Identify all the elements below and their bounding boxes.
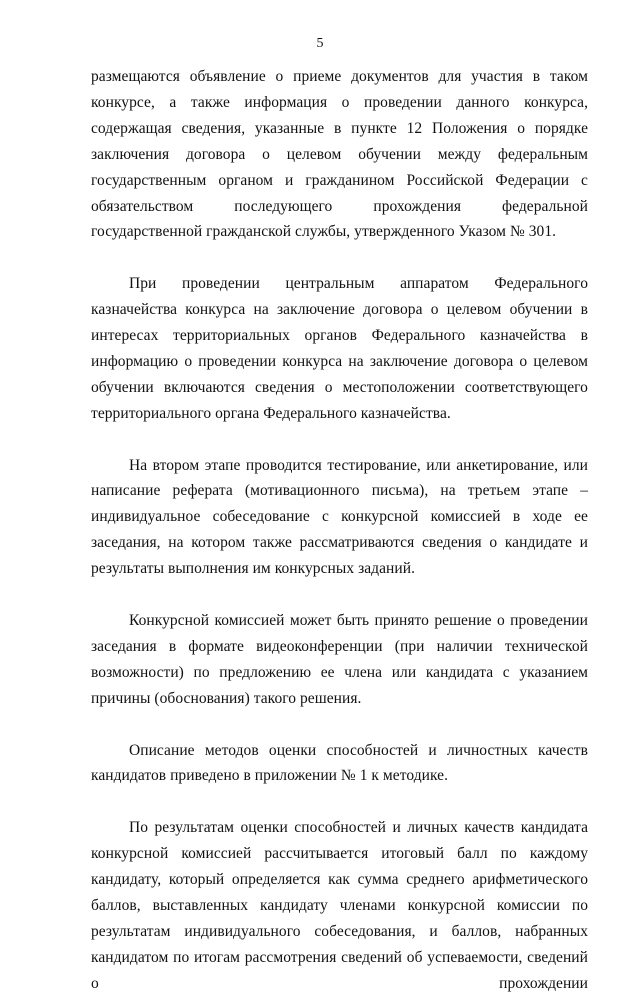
paragraph-2: При проведении центральным аппаратом Федерального казначейства конкурса на заключение договора о целевом обучении в интересах территориальных органов Федерального казначейства в информацию о проведении конкурса на заключение договора о целевом обучении включаются сведения о местоположении соответствующего территориального органа Федерального казначейства. <box>91 275 588 422</box>
paragraph-5: Описание методов оценки способностей и личностных качеств кандидатов приведено в приложении № 1 к методике. <box>91 741 588 785</box>
paragraph-4: Конкурсной комиссией может быть принято решение о проведении заседания в формате видеоконференции (при наличии технической возможности) по предложению ее члена или кандидата с указанием причины (обоснования) такого решения. <box>91 611 588 707</box>
paragraph-1: размещаются объявление о приеме документов для участия в таком конкурсе, а также информация о проведении данного конкурса, содержащая сведения, указанные в пункте 12 Положения о порядке заключения договора о целевом обучении между федеральным государственным органом и гражданином Российской Федерации с обязательством последующего прохождения федеральной государственной гражданской службы, утвержденного Указом № 301. <box>91 68 588 241</box>
page-number: 5 <box>316 36 324 51</box>
document-body <box>91 64 588 997</box>
paragraph-6: По результатам оценки способностей и личных качеств кандидата конкурсной комиссией рассчитывается итоговый балл по каждому кандидату, который определяется как сумма среднего арифметического баллов, выставленных кандидату членами конкурсной комиссии по результатам индивидуального собеседования, и баллов, набранных кандидатом по итогам рассмотрения сведений об успеваемости, сведений о прохождении <box>91 819 588 992</box>
paragraph-3: На втором этапе проводится тестирование, или анкетирование, или написание реферата (мотивационного письма), на третьем этапе – индивидуальное собеседование с конкурсной комиссией в ходе ее заседания, на котором также рассматриваются сведения о кандидате и результаты выполнения им конкурсных заданий. <box>91 456 588 578</box>
